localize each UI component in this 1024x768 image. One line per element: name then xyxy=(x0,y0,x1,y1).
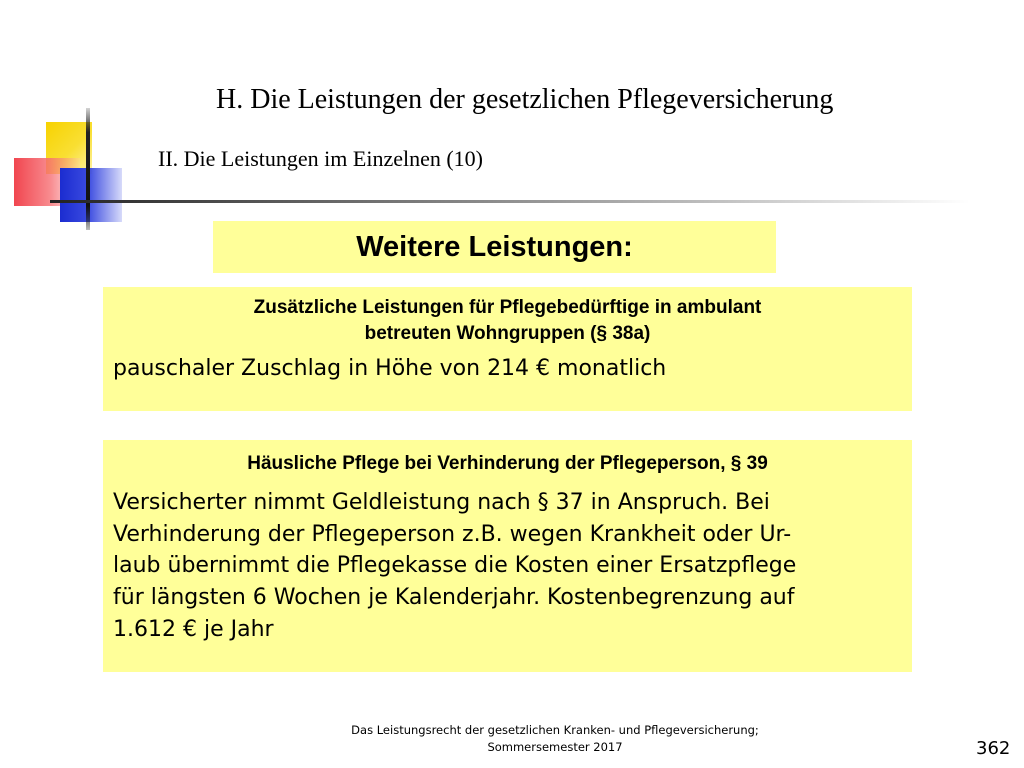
info-box-text-line: Verhinderung der Pflegeperson z.B. wegen Krankheit oder Ur- xyxy=(113,521,792,547)
info-box-title xyxy=(103,287,912,346)
page-number: 362 xyxy=(976,738,1011,759)
info-box-text-line: Versicherter nimmt Geldleistung nach § 37 in Anspruch. Bei xyxy=(113,489,770,515)
info-box-text-line: laub übernimmt die Pflegekasse die Kosten einer Ersatzpflege xyxy=(113,553,797,579)
footer-line: Sommersemester 2017 xyxy=(487,740,623,755)
footer-line: Das Leistungsrecht der gesetzlichen Kranken- und Pflegeversicherung; xyxy=(351,723,759,737)
info-box-title-line: Zusätzliche Leistungen für Pflegebedürftige in ambulant xyxy=(253,297,762,318)
decorative-logo xyxy=(0,100,150,240)
info-box-text-line: für längsten 6 Wochen je Kalenderjahr. Kostenbegrenzung auf xyxy=(113,585,795,611)
footer xyxy=(300,722,810,757)
info-box-title: Häusliche Pflege bei Verhinderung der Pflegeperson, § 39 xyxy=(247,453,768,474)
info-box-title-line: betreuten Wohngruppen (§ 38a) xyxy=(364,322,651,344)
logo-blue-square xyxy=(60,168,122,222)
info-box-text-line: 1.612 € je Jahr xyxy=(113,617,274,643)
page-title: H. Die Leistungen der gesetzlichen Pflegeversicherung xyxy=(216,84,834,115)
info-box-text xyxy=(103,477,912,646)
info-box-text: pauschaler Zuschlag in Höhe von 214 € monatlich xyxy=(113,356,667,382)
info-box-verhinderungspflege xyxy=(103,440,912,672)
section-heading-label: Weitere Leistungen: xyxy=(356,230,633,263)
header-divider-line xyxy=(50,200,970,203)
section-heading-box xyxy=(213,221,776,273)
info-box-wohngruppen xyxy=(103,287,912,411)
logo-vertical-line xyxy=(86,108,90,230)
page-subtitle: II. Die Leistungen im Einzelnen (10) xyxy=(158,146,484,171)
